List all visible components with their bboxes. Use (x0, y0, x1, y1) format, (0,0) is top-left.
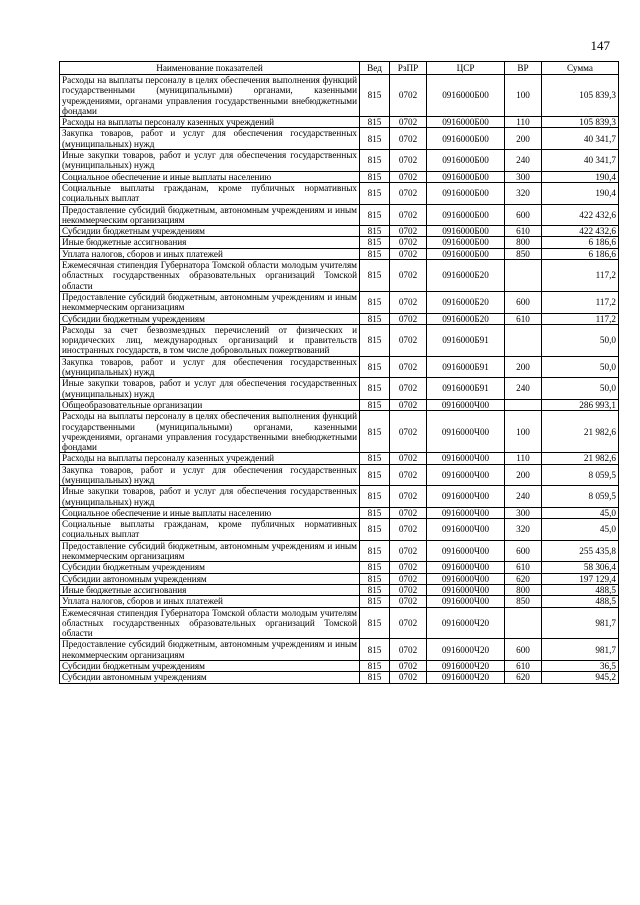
cell-ved: 815 (360, 313, 390, 324)
cell-sum: 58 306,4 (542, 562, 619, 573)
table-row (60, 596, 619, 607)
cell-sum: 197 129,4 (542, 573, 619, 584)
cell-vr: 600 (505, 639, 542, 661)
cell-rzpr: 0702 (390, 171, 427, 182)
cell-csr: 0916000Б00 (427, 204, 505, 226)
cell-csr: 0916000Ч00 (427, 562, 505, 573)
cell-rzpr: 0702 (390, 519, 427, 541)
cell-sum: 105 839,3 (542, 117, 619, 128)
cell-vr (505, 399, 542, 410)
cell-sum: 981,7 (542, 639, 619, 661)
cell-rzpr: 0702 (390, 486, 427, 508)
table-row (60, 117, 619, 128)
cell-csr: 0916000Ч20 (427, 607, 505, 639)
cell-name: Ежемесячная стипендия Губернатора Томской области молодым учителям областных государственных образовательных организаций Томской области (60, 607, 360, 639)
cell-vr: 110 (505, 117, 542, 128)
table-row (60, 507, 619, 518)
cell-sum: 21 982,6 (542, 453, 619, 464)
cell-csr: 0916000Б20 (427, 313, 505, 324)
cell-ved: 815 (360, 150, 390, 172)
cell-sum: 8 059,5 (542, 486, 619, 508)
cell-rzpr: 0702 (390, 313, 427, 324)
cell-rzpr: 0702 (390, 672, 427, 683)
table-row (60, 584, 619, 595)
cell-csr: 0916000Ч20 (427, 661, 505, 672)
cell-ved: 815 (360, 464, 390, 486)
cell-csr: 0916000Б00 (427, 237, 505, 248)
cell-ved: 815 (360, 596, 390, 607)
cell-vr: 610 (505, 562, 542, 573)
header-ved: Вед (360, 62, 390, 75)
budget-table (59, 61, 619, 684)
header-name: Наименование показателей (60, 62, 360, 75)
cell-vr: 800 (505, 584, 542, 595)
cell-sum: 50,0 (542, 356, 619, 378)
cell-sum: 40 341,7 (542, 128, 619, 150)
cell-sum: 45,0 (542, 507, 619, 518)
cell-csr: 0916000Б00 (427, 75, 505, 117)
cell-sum: 50,0 (542, 324, 619, 356)
table-row (60, 150, 619, 172)
cell-ved: 815 (360, 540, 390, 562)
cell-vr: 850 (505, 248, 542, 259)
cell-sum: 488,5 (542, 596, 619, 607)
cell-name: Субсидии автономным учреждениям (60, 573, 360, 584)
cell-vr: 600 (505, 540, 542, 562)
cell-name: Расходы на выплаты персоналу в целях обеспечения выполнения функций государственными (муниципальными) органами, казенными учреждениями, органами управления государственными внебюджетными фондами (60, 411, 360, 453)
cell-csr: 0916000Ч00 (427, 464, 505, 486)
cell-csr: 0916000Б00 (427, 128, 505, 150)
cell-sum: 40 341,7 (542, 150, 619, 172)
cell-rzpr: 0702 (390, 573, 427, 584)
cell-rzpr: 0702 (390, 453, 427, 464)
cell-vr (505, 607, 542, 639)
cell-rzpr: 0702 (390, 464, 427, 486)
cell-sum: 117,2 (542, 313, 619, 324)
cell-vr: 110 (505, 453, 542, 464)
cell-sum: 117,2 (542, 260, 619, 292)
table-row (60, 661, 619, 672)
table-row (60, 378, 619, 400)
table-row (60, 237, 619, 248)
cell-rzpr: 0702 (390, 248, 427, 259)
table-row (60, 399, 619, 410)
cell-name: Субсидии бюджетным учреждениям (60, 226, 360, 237)
table-row (60, 324, 619, 356)
cell-csr: 0916000Ч00 (427, 573, 505, 584)
cell-csr: 0916000Б91 (427, 356, 505, 378)
cell-sum: 50,0 (542, 378, 619, 400)
cell-vr: 200 (505, 464, 542, 486)
cell-csr: 0916000Б00 (427, 226, 505, 237)
cell-name: Предоставление субсидий бюджетным, автономным учреждениям и иным некоммерческим организациям (60, 204, 360, 226)
cell-ved: 815 (360, 237, 390, 248)
cell-name: Субсидии бюджетным учреждениям (60, 313, 360, 324)
cell-vr: 620 (505, 573, 542, 584)
cell-name: Субсидии бюджетным учреждениям (60, 661, 360, 672)
cell-vr: 610 (505, 313, 542, 324)
cell-rzpr: 0702 (390, 540, 427, 562)
cell-sum: 488,5 (542, 584, 619, 595)
cell-name: Расходы на выплаты персоналу казенных учреждений (60, 117, 360, 128)
cell-ved: 815 (360, 486, 390, 508)
table-row (60, 464, 619, 486)
cell-rzpr: 0702 (390, 182, 427, 204)
table-row (60, 519, 619, 541)
cell-vr: 620 (505, 672, 542, 683)
cell-vr: 200 (505, 128, 542, 150)
cell-name: Социальное обеспечение и иные выплаты населению (60, 171, 360, 182)
cell-rzpr: 0702 (390, 237, 427, 248)
cell-ved: 815 (360, 204, 390, 226)
cell-csr: 0916000Б00 (427, 117, 505, 128)
cell-name: Ежемесячная стипендия Губернатора Томской области молодым учителям областных государственных образовательных организаций Томской области (60, 260, 360, 292)
cell-vr: 300 (505, 507, 542, 518)
cell-sum: 190,4 (542, 182, 619, 204)
cell-ved: 815 (360, 584, 390, 595)
cell-rzpr: 0702 (390, 356, 427, 378)
cell-ved: 815 (360, 399, 390, 410)
cell-ved: 815 (360, 291, 390, 313)
cell-rzpr: 0702 (390, 411, 427, 453)
cell-sum: 6 186,6 (542, 248, 619, 259)
cell-rzpr: 0702 (390, 291, 427, 313)
cell-csr: 0916000Ч00 (427, 584, 505, 595)
cell-csr: 0916000Б20 (427, 260, 505, 292)
cell-ved: 815 (360, 639, 390, 661)
table-row (60, 607, 619, 639)
table-header-row (60, 62, 619, 75)
cell-vr: 600 (505, 291, 542, 313)
cell-sum: 286 993,1 (542, 399, 619, 410)
cell-name: Субсидии автономным учреждениям (60, 672, 360, 683)
cell-csr: 0916000Ч20 (427, 672, 505, 683)
cell-ved: 815 (360, 507, 390, 518)
cell-ved: 815 (360, 661, 390, 672)
cell-sum: 8 059,5 (542, 464, 619, 486)
cell-name: Иные закупки товаров, работ и услуг для обеспечения государственных (муниципальных) нужд (60, 378, 360, 400)
cell-name: Расходы на выплаты персоналу в целях обеспечения выполнения функций государственными (муниципальными) органами, казенными учреждениями, органами управления государственными внебюджетными фондами (60, 75, 360, 117)
cell-vr: 200 (505, 356, 542, 378)
cell-sum: 945,2 (542, 672, 619, 683)
cell-vr: 320 (505, 182, 542, 204)
table-row (60, 291, 619, 313)
cell-rzpr: 0702 (390, 596, 427, 607)
cell-sum: 21 982,6 (542, 411, 619, 453)
cell-name: Субсидии бюджетным учреждениям (60, 562, 360, 573)
cell-name: Закупка товаров, работ и услуг для обеспечения государственных (муниципальных) нужд (60, 464, 360, 486)
cell-ved: 815 (360, 117, 390, 128)
cell-ved: 815 (360, 607, 390, 639)
cell-vr: 610 (505, 661, 542, 672)
cell-csr: 0916000Б00 (427, 182, 505, 204)
cell-csr: 0916000Б00 (427, 150, 505, 172)
cell-ved: 815 (360, 260, 390, 292)
cell-csr: 0916000Ч00 (427, 453, 505, 464)
cell-ved: 815 (360, 182, 390, 204)
header-rzpr: РзПР (390, 62, 427, 75)
cell-ved: 815 (360, 562, 390, 573)
cell-vr: 600 (505, 204, 542, 226)
cell-ved: 815 (360, 411, 390, 453)
cell-name: Уплата налогов, сборов и иных платежей (60, 248, 360, 259)
cell-csr: 0916000Ч00 (427, 399, 505, 410)
cell-rzpr: 0702 (390, 661, 427, 672)
table-row (60, 182, 619, 204)
cell-rzpr: 0702 (390, 226, 427, 237)
table-row (60, 639, 619, 661)
cell-name: Социальные выплаты гражданам, кроме публичных нормативных социальных выплат (60, 519, 360, 541)
table-row (60, 260, 619, 292)
cell-rzpr: 0702 (390, 150, 427, 172)
table-row (60, 453, 619, 464)
cell-ved: 815 (360, 378, 390, 400)
cell-sum: 981,7 (542, 607, 619, 639)
cell-rzpr: 0702 (390, 260, 427, 292)
cell-sum: 105 839,3 (542, 75, 619, 117)
table-row (60, 128, 619, 150)
table-row (60, 411, 619, 453)
cell-rzpr: 0702 (390, 639, 427, 661)
table-row (60, 75, 619, 117)
cell-name: Социальное обеспечение и иные выплаты населению (60, 507, 360, 518)
cell-name: Социальные выплаты гражданам, кроме публичных нормативных социальных выплат (60, 182, 360, 204)
cell-rzpr: 0702 (390, 378, 427, 400)
table-row (60, 204, 619, 226)
cell-rzpr: 0702 (390, 204, 427, 226)
cell-csr: 0916000Ч00 (427, 486, 505, 508)
cell-ved: 815 (360, 248, 390, 259)
cell-vr: 100 (505, 411, 542, 453)
cell-name: Иные бюджетные ассигнования (60, 237, 360, 248)
cell-name: Предоставление субсидий бюджетным, автономным учреждениям и иным некоммерческим организациям (60, 639, 360, 661)
table-row (60, 672, 619, 683)
cell-vr: 240 (505, 378, 542, 400)
cell-rzpr: 0702 (390, 562, 427, 573)
table-body (60, 75, 619, 684)
cell-sum: 255 435,8 (542, 540, 619, 562)
cell-name: Предоставление субсидий бюджетным, автономным учреждениям и иным некоммерческим организациям (60, 291, 360, 313)
table-row (60, 486, 619, 508)
header-sum: Сумма (542, 62, 619, 75)
cell-name: Иные закупки товаров, работ и услуг для обеспечения государственных (муниципальных) нужд (60, 486, 360, 508)
cell-sum: 190,4 (542, 171, 619, 182)
cell-csr: 0916000Б00 (427, 171, 505, 182)
cell-vr (505, 324, 542, 356)
cell-vr (505, 260, 542, 292)
table-row (60, 540, 619, 562)
cell-sum: 45,0 (542, 519, 619, 541)
cell-name: Расходы на выплаты персоналу казенных учреждений (60, 453, 360, 464)
cell-csr: 0916000Б20 (427, 291, 505, 313)
cell-csr: 0916000Ч00 (427, 540, 505, 562)
cell-rzpr: 0702 (390, 117, 427, 128)
table-row (60, 573, 619, 584)
cell-ved: 815 (360, 75, 390, 117)
cell-vr: 300 (505, 171, 542, 182)
cell-vr: 610 (505, 226, 542, 237)
cell-ved: 815 (360, 573, 390, 584)
cell-vr: 850 (505, 596, 542, 607)
cell-sum: 6 186,6 (542, 237, 619, 248)
cell-vr: 100 (505, 75, 542, 117)
cell-name: Предоставление субсидий бюджетным, автономным учреждениям и иным некоммерческим организациям (60, 540, 360, 562)
header-vr: ВР (505, 62, 542, 75)
table-row (60, 313, 619, 324)
cell-vr: 240 (505, 150, 542, 172)
cell-vr: 240 (505, 486, 542, 508)
cell-csr: 0916000Ч00 (427, 519, 505, 541)
cell-ved: 815 (360, 519, 390, 541)
cell-csr: 0916000Ч00 (427, 596, 505, 607)
cell-rzpr: 0702 (390, 584, 427, 595)
cell-rzpr: 0702 (390, 324, 427, 356)
cell-name: Общеобразовательные организации (60, 399, 360, 410)
cell-ved: 815 (360, 356, 390, 378)
table-row (60, 562, 619, 573)
cell-vr: 320 (505, 519, 542, 541)
cell-csr: 0916000Ч00 (427, 507, 505, 518)
cell-name: Закупка товаров, работ и услуг для обеспечения государственных (муниципальных) нужд (60, 128, 360, 150)
cell-rzpr: 0702 (390, 607, 427, 639)
cell-name: Иные закупки товаров, работ и услуг для обеспечения государственных (муниципальных) нужд (60, 150, 360, 172)
table-row (60, 171, 619, 182)
cell-csr: 0916000Ч00 (427, 411, 505, 453)
cell-sum: 117,2 (542, 291, 619, 313)
cell-ved: 815 (360, 453, 390, 464)
cell-sum: 36,5 (542, 661, 619, 672)
cell-rzpr: 0702 (390, 75, 427, 117)
table-row (60, 356, 619, 378)
cell-ved: 815 (360, 128, 390, 150)
cell-sum: 422 432,6 (542, 204, 619, 226)
cell-ved: 815 (360, 672, 390, 683)
cell-sum: 422 432,6 (542, 226, 619, 237)
page-number: 147 (590, 38, 610, 53)
cell-rzpr: 0702 (390, 507, 427, 518)
cell-csr: 0916000Б91 (427, 378, 505, 400)
table-row (60, 248, 619, 259)
cell-name: Уплата налогов, сборов и иных платежей (60, 596, 360, 607)
header-csr: ЦСР (427, 62, 505, 75)
cell-name: Иные бюджетные ассигнования (60, 584, 360, 595)
cell-csr: 0916000Ч20 (427, 639, 505, 661)
cell-csr: 0916000Б91 (427, 324, 505, 356)
cell-ved: 815 (360, 324, 390, 356)
cell-name: Закупка товаров, работ и услуг для обеспечения государственных (муниципальных) нужд (60, 356, 360, 378)
table-row (60, 226, 619, 237)
cell-ved: 815 (360, 226, 390, 237)
cell-csr: 0916000Б00 (427, 248, 505, 259)
cell-ved: 815 (360, 171, 390, 182)
cell-name: Расходы за счет безвозмездных перечислений от физических и юридических лиц, международных организаций и правительств иностранных государств, в том числе добровольных пожертвований (60, 324, 360, 356)
cell-vr: 800 (505, 237, 542, 248)
cell-rzpr: 0702 (390, 399, 427, 410)
cell-rzpr: 0702 (390, 128, 427, 150)
